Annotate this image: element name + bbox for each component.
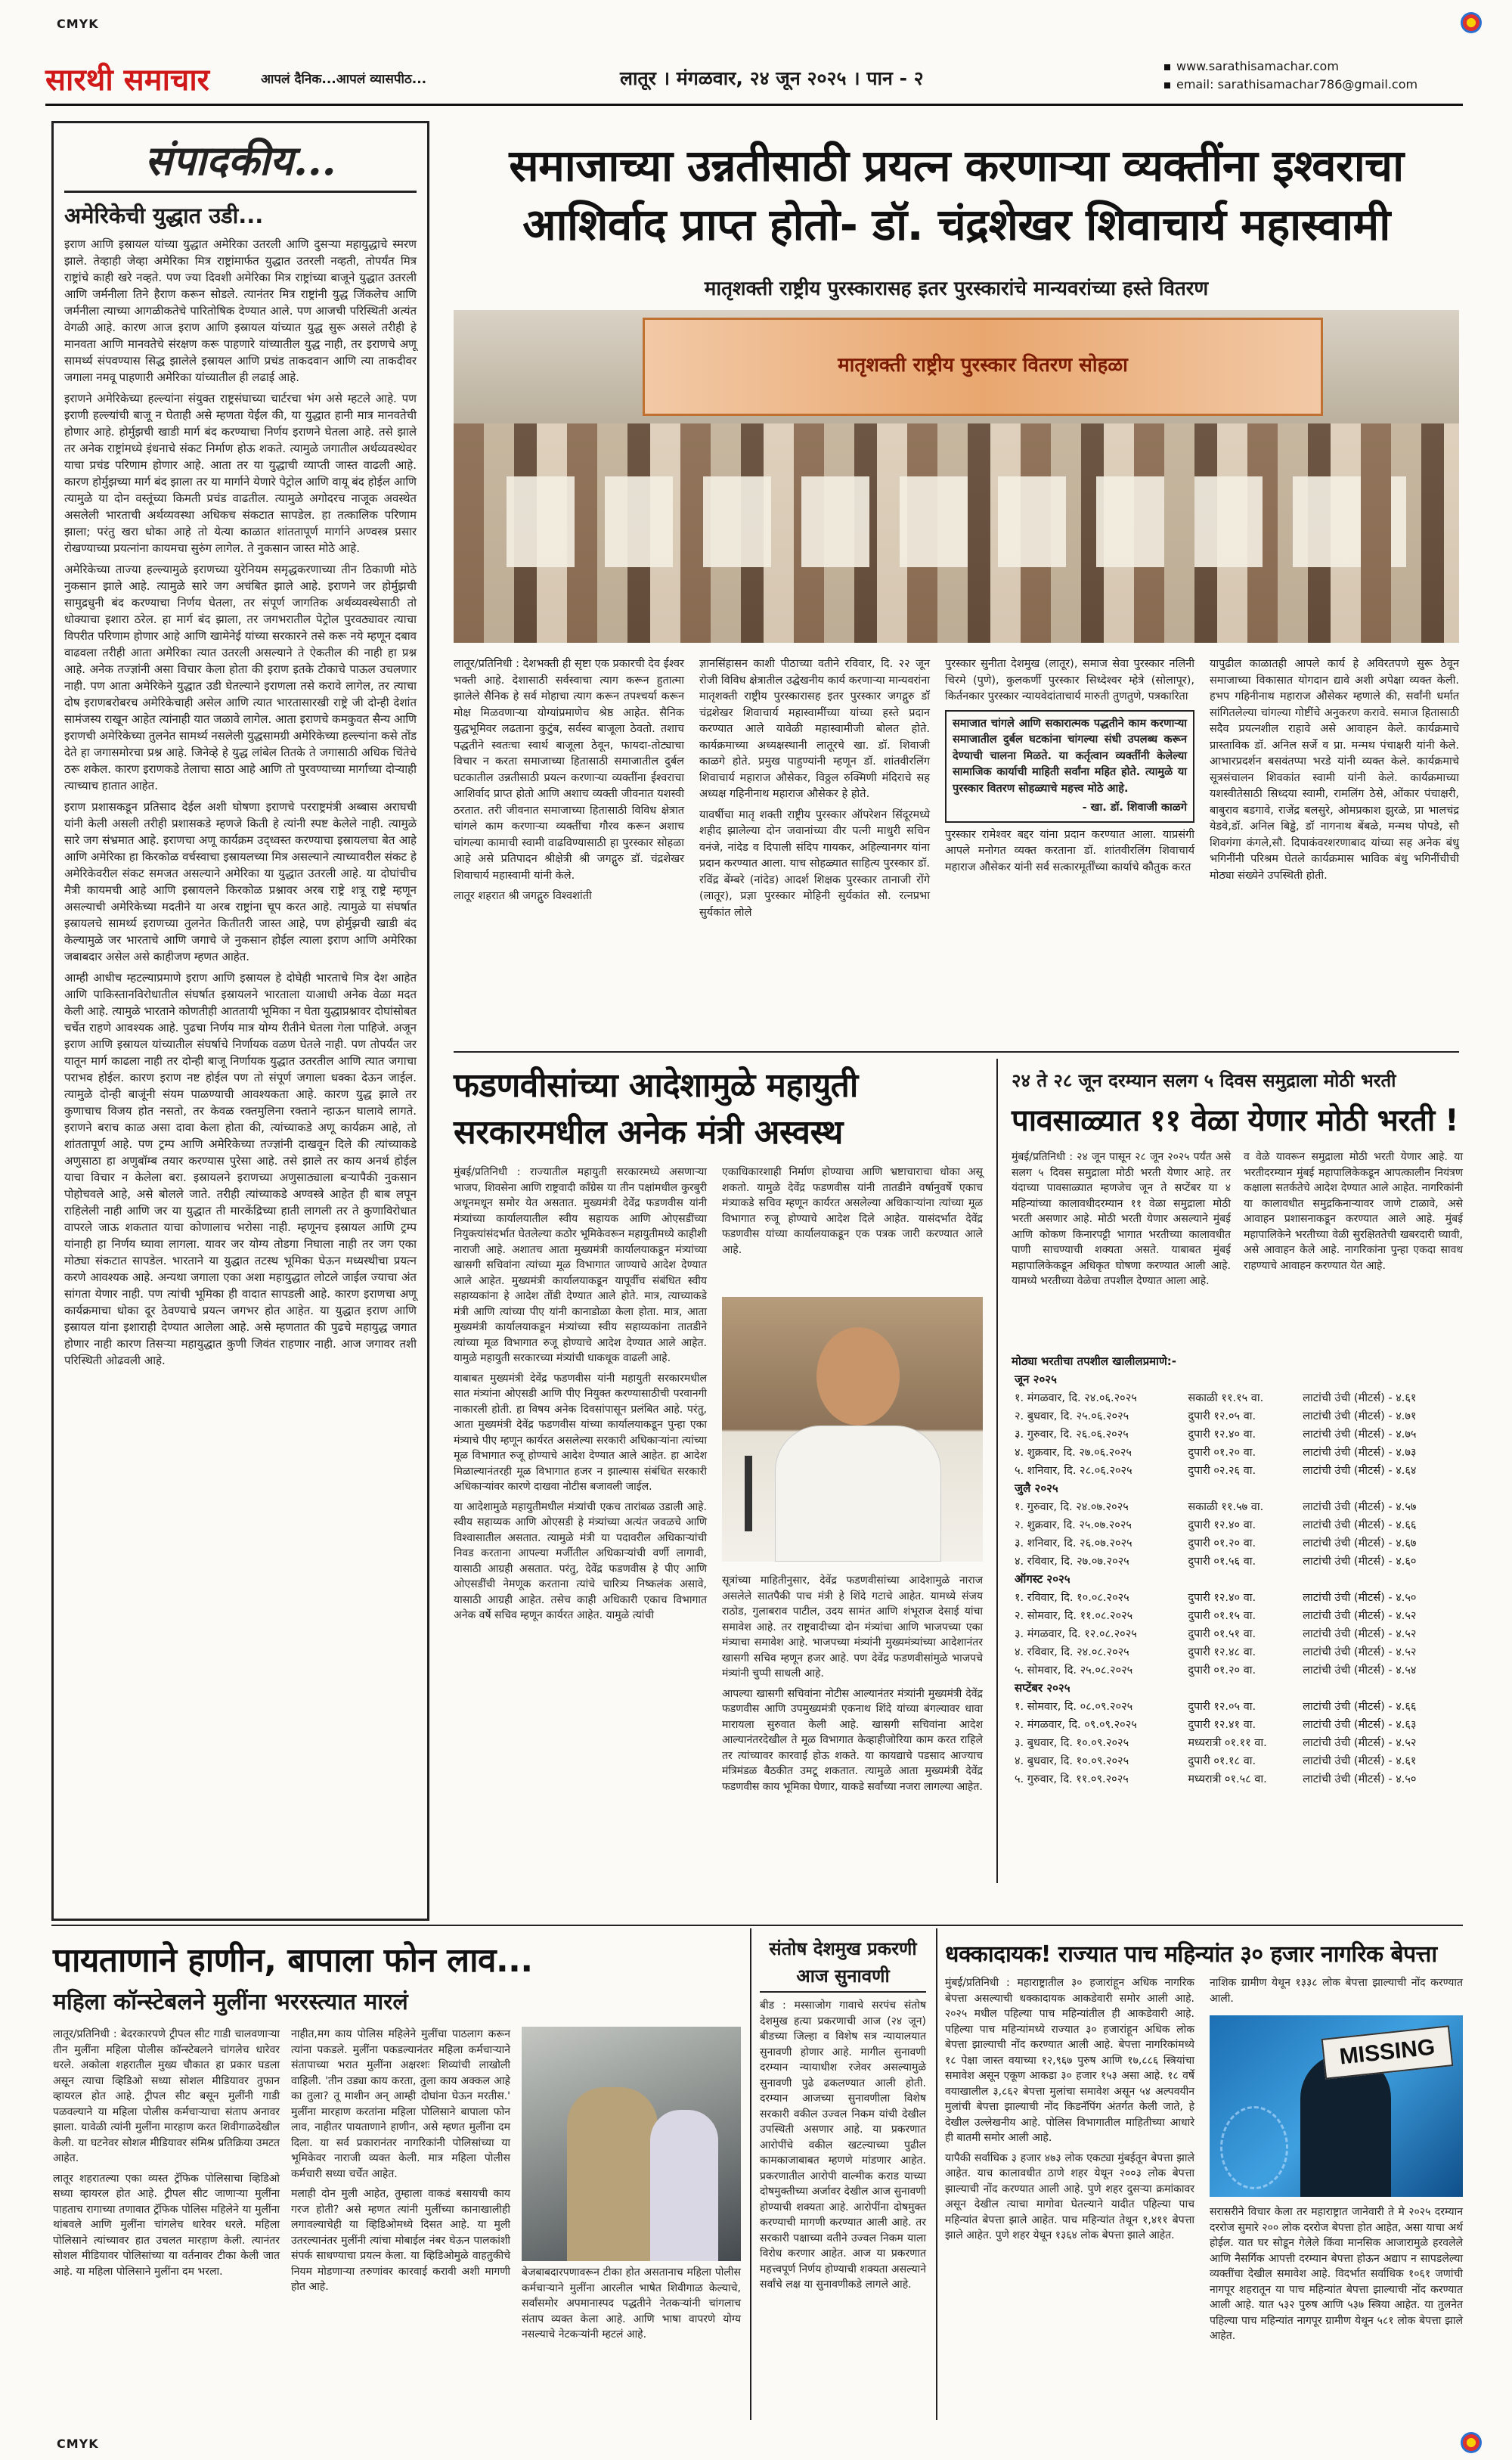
- missing-graphic: [1210, 2015, 1463, 2197]
- lead-col-1-text: लातूर/प्रतिनिधी : देशभक्ती ही सृष्टा एक प्रकारची देव ईश्वर भक्ती आहे. देशासाठी सर्वस्वाचा त्याग करून हुतात्मा झालेले सैनिक हे सर्व मोहाचा त्याग करून तपश्चर्या करून मोक्ष मिळवणाऱ्या योग्यांप्रमाणेच श्रेष्ठ आहेत. सैनिक युद्धभूमिवर लढताना कुटुंब, सर्वस्व बाजूला ठेवतो. तशाच पद्धतीने स्वतःचा स्वार्थ बाजूला ठेवून, फायदा-तोट्याचा विचार न करता समाजाच्या हितासाठी समाजातील दुर्बल घटकातील उन्नतीसाठी प्रयत्न करणाऱ्या व्यक्तींना ईश्वराचा आशिर्वाद प्राप्त होतो आणि अशाच व्यक्ती जीवनात यशस्वी ठरतात. तरी जीवनात समाजाच्या हितासाठी विविध क्षेत्रात चांगले काम करणाऱ्या व्यक्तींचा गौरव करून अशाच चांगल्या कामाची स्वामी वाढविण्यासाठी हा पुरस्कार सोहळा आहे असे प्रतिपादन श्रीक्षेत्री श्री जगद्गुरु डॉ. चंद्रशेखर शिवाचार्य महास्वामी यांनी केले.: [454, 658, 684, 882]
- award-ceremony-photo: [454, 310, 1459, 643]
- tide-date: २. शुक्रवार, दि. २५.०७.२०२५: [1015, 1519, 1132, 1531]
- divider-bottom-band: [51, 1925, 1463, 1926]
- tide-date: ४. रविवार, दि. २४.०८.२०२५: [1015, 1646, 1129, 1658]
- constable-figure: [567, 2087, 658, 2261]
- tide-height: लाटांची उंची (मीटर्स) - ४.६६: [1303, 1519, 1417, 1531]
- editorial-paragraph: इराणने अमेरिकेच्या हल्ल्यांना संयुक्त राष्ट्रसंघाच्या चार्टरचा भंग असे म्हटले आहे. पण इराणी हल्ल्यांची बाजू न घेताही असे म्हणता येईल की, या युद्धात हानी मात्र मानवतेची होणार आहे. होर्मुझची खाडी मार्ग बंद करण्याचा निर्णय इराणने घेतला आहे. तसे झाले तर अनेक राष्ट्रांमध्ये इंधनाचे संकट निर्माण होऊ शकते. त्यामुळे जगातील अर्थव्यवस्थेवर याचा प्रचंड परिणाम होणार आहे. आता तर या युद्धाची व्याप्ती जास्त वाढली आहे. कारण होर्मुझच्या मार्ग बंद झाला तर या मार्गाने येणारे पेट्रोल आणि वायू बंद होईल आणि त्यामुळे या दोन वस्तूंच्या किमती प्रचंड वाढतील. त्यामुळे अगोदरच नाजूक अवस्थेत असलेली भारताची अर्थव्यवस्था अधिकच संकटात सापडेल. हा तत्कालिक परिणाम झाला; परंतु खरा धोका आहे तो येत्या काळात शांततापूर्ण मार्गाने अण्वस्त्र प्रसार रोखण्याच्या प्रयत्नांना कायमचा सुरुंग लागेल. ते नुकसान जास्त मोठे आहे.: [64, 392, 417, 555]
- tide-time: दुपारी ०१.२० वा.: [1188, 1537, 1256, 1550]
- tide-row: [1012, 1733, 1461, 1751]
- tide-time: दुपारी ०१.५६ वा.: [1188, 1556, 1256, 1568]
- masthead: [45, 53, 1463, 106]
- web-icon: [1164, 64, 1170, 70]
- tide-date: १. गुरुवार, दि. २४.०७.२०२५: [1015, 1501, 1129, 1513]
- girl-figure: [650, 2110, 718, 2261]
- police-col-2: [291, 2027, 510, 2300]
- tide-row: [1012, 1751, 1461, 1770]
- lead-col-2: [699, 656, 930, 926]
- tide-row: [1012, 1770, 1461, 1788]
- tide-row: [1012, 1643, 1461, 1661]
- police-col-2-text-b: मलाही दोन मुली आहेत, तुम्हाला वाकडं बसायची काय गरज होती? असे म्हणत त्यांनी मुलींच्या कानाखालीही लगावल्याचेही या व्हिडिओमध्ये दिसत आहे. या मुली उतरल्यानंतर मुलींनी त्यांचा मोबाईल नंबर घेऊन पालकांशी संपर्क साधण्याचा प्रयत्न केला. या व्हिडिओमुळे वाहतुकीचे नियम मोडणाऱ्या तरुणांवर कारवाई करावी अशी मागणी होत आहे.: [291, 2188, 510, 2293]
- lead-col-1-tail: लातूर शहरात श्री जगद्गुरु विश्वशांती: [454, 890, 592, 902]
- tide-row: [1012, 1552, 1461, 1570]
- tide-schedule-table: [1012, 1370, 1461, 1788]
- lead-col-4-text: यापुढील काळातही आपले कार्य हे अविरतपणे सुरू ठेवून समाजाच्या विकासात योगदान द्यावे अशी अपेक्षा व्यक्त केली. हभप गहिनीनाथ महाराज औसेकर म्हणाले की, सर्वांनी धर्मात सांगितलेल्या चांगल्या गोष्टींचे अनुकरण करावे. समाज हितासाठी सदैव प्रयत्नशील राहावे असे आवाहन केले. कार्यक्रमाचे प्रास्ताविक डॉ. अनिल सर्जे व प्रा. मन्मथ पंचाक्षरी यांनी केले. आभारप्रदर्शन बसवंतप्पा भरडे यांनी व्यक्त केले. कार्यक्रमाचे सूत्रसंचालन शिवकांत स्वामी यांनी केले. कार्यक्रमाच्या यशस्वीतेसाठी सिध्दया स्वामी, रामलिंग ठेसे, ओंकार पंचाक्षरी, बाबुराव बडगावे, राजेंद्र बलसुरे, ओमप्रकाश झुरळे, प्रा भालचंद्र येडवे,डॉ. अनिल बिड्ढे, डॉ नागनाथ बेंबळे, मन्मथ पोपडे, सौ शिवगंगा कंगले,सौ. दिपाकंवरशरणाबाद यांच्या सह अनेक बंधु भगिनींनी परिश्रम घेतले कार्यक्रमास भाविक बंधु भगिनींचीची मोठ्या संख्येने उपस्थिती होती.: [1210, 658, 1459, 882]
- editorial-body: [64, 236, 417, 1369]
- fadnavis-col-2-top-text: एकाधिकारशाही निर्माण होण्याचा आणि भ्रष्टाचाराचा धोका असू शकतो. यामुळे देवेंद्र फडणवीस यांनी तातडीने वर्षानुवर्षे एकाच मंत्र्याकडे सचिव म्हणून कार्यरत असलेल्या अधिकाऱ्यांना त्यांच्या मूळ विभागात रुजू होण्याचे आदेश दिले आहेत. यासंदर्भात देवेंद्र फडणवीस यांच्या कार्यालयाकडून एक पत्रक जारी करण्यात आले आहे.: [722, 1166, 983, 1256]
- tide-height: लाटांची उंची (मीटर्स) - ४.५०: [1303, 1592, 1417, 1604]
- cmyk-mark-top: CMYK: [57, 17, 99, 31]
- tide-row: [1012, 1715, 1461, 1733]
- lead-quote-attribution: - खा. डॉ. शिवाजी काळगे: [1082, 802, 1187, 814]
- deshmukh-subheadline: आज सुनावणी: [760, 1963, 926, 1993]
- lead-quote-box: [945, 710, 1194, 823]
- editorial-paragraph: अमेरिकेच्या ताज्या हल्ल्यामुळे इराणच्या युरेनियम समृद्धकरणाच्या तीन ठिकाणी मोठे नुकसान झाले आहे. त्यामुळे सारे जग अचंबित झाले आहे. इराणने जर होर्मुझची सामुद्रधुनी बंद करण्याचा निर्णय घेतला, तर संपूर्ण जागतिक अर्थव्यवस्थेसाठी तो धोक्याचा इशारा ठरेल. हा मार्ग बंद झाला, तर जगभरातील पेट्रोल पुरवठ्यावर त्याचा विपरीत परिणाम होणार आहे आणि खामेनेई यांच्या सरकारने तसे करू नये म्हणून दबाव वाढवला तरीही आता अमेरिका त्यात उतरली असल्याने ते ऐकतील की नाही हा प्रश्न आहे. अनेक तज्ज्ञांनी असा विचार केला होता की इराण इतके टोकाचे पाऊल उचलणार नाही. पण आता अमेरिकेने युद्धात उडी घेतल्याने इराणला तसे करावे लागेल, तर त्याचा दोष इराणबरोबरच अमेरिकेचाही असेल आणि त्यात भारतासारखी राष्ट्रे जी दोन्ही देशांत सामंजस्य राखून आहेत त्यांनाही यात जळावे लागेल. आता इराणचे कमकुवत सैन्य आणि इराणची अमेरिकेच्या तुलनेत सामर्थ्य नसलेली युद्धसामग्री अमेरिकेच्या हल्ल्यांना कसे तोंड देते हा जगासमोरचा प्रश्न आहे. जिनेव्हे हे युद्ध लांबेल तितके ते जगासाठी अधिक चिंतेचे ठरू शकेल. कारण इराणकडे तेलाचा साठा आहे आणि तो पुरवण्याच्या मार्गाच्या दोऱ्याही त्याच्याच हातात आहेत.: [64, 563, 417, 793]
- tide-time: मध्यरात्री ०१.११ वा.: [1188, 1737, 1267, 1749]
- tide-time: दुपारी ०१.५१ वा.: [1188, 1628, 1256, 1640]
- editorial-headline: अमेरिकेची युद्धात उडी...: [64, 203, 264, 228]
- email-link[interactable]: email: sarathisamachar786@gmail.com: [1176, 77, 1418, 92]
- fadnavis-photo: [722, 1297, 983, 1562]
- tide-time: सकाळी ११.५७ वा.: [1188, 1501, 1264, 1513]
- tide-date: १. सोमवार, दि. ०८.०९.२०२५: [1015, 1701, 1133, 1713]
- tide-date: १. मंगळवार, दि. २४.०६.२०२५: [1015, 1392, 1137, 1404]
- police-photo: [522, 2027, 741, 2261]
- police-col-1-text-b: लातूर शहरातल्या एका व्यस्त ट्रॅफिक पोलिसाचा व्हिडिओ सध्या व्हायरल होत आहे. ट्रीपल सीट जाणाऱ्या मुलींना पाहताच रागाच्या तणावात ट्रॅफिक पोलिस महिलेने या मुलींना थांबवले आणि मुलींना चांगलेच धारेवर धरले. महिला पोलिसाने त्यांच्यावर हात उचलत मारहाण केली. त्यानंतर सोशल मीडियावर पोलिसांच्या या वर्तनावर टीका केली जात आहे. या महिला पोलिसाने मुलींना दम भरला.: [53, 2172, 280, 2278]
- fingerprint-icon: [1220, 2106, 1288, 2189]
- lead-headline-line2: आशिर्वाद प्राप्त होतो- डॉ. चंद्रशेखर शिवाचार्य महास्वामी: [522, 199, 1390, 250]
- tide-time: दुपारी ०१.१८ वा.: [1188, 1755, 1256, 1767]
- tide-schedule: [1012, 1354, 1461, 1788]
- tide-row: [1012, 1443, 1461, 1461]
- tide-height: लाटांची उंची (मीटर्स) - ४.७१: [1303, 1410, 1417, 1422]
- rain-headline: पावसाळ्यात ११ वेळा येणार मोठी भरती !: [1012, 1103, 1458, 1138]
- deshmukh-body: [760, 1998, 926, 2297]
- deshmukh-headline: संतोष देशमुख प्रकरणी: [769, 1938, 917, 1959]
- tide-month-label: जुलै २०२५: [1015, 1481, 1058, 1495]
- registration-mark-top: [1461, 12, 1482, 33]
- tide-row: [1012, 1697, 1461, 1715]
- tide-height: लाटांची उंची (मीटर्स) - ४.६३: [1303, 1719, 1417, 1731]
- missing-col-2-top: [1210, 1975, 1463, 2011]
- tide-date: ४. रविवार, दि. २७.०७.२०२५: [1015, 1556, 1129, 1568]
- deshmukh-body-text: बीड : मस्साजोग गावाचे सरपंच संतोष देशमुख हत्या प्रकरणाची आज (२४ जून) बीडच्या जिल्हा व विशेष सत्र न्यायालयात सुनावणी होणार आहे. मागील सुनावणी दरम्यान न्यायाधीश रजेवर असल्यामुळे सुनावणी पुढे ढकलण्यात आली होती. दरम्यान आजच्या सुनावणीला विशेष सरकारी वकील उज्वल निकम यांची देखील उपस्थिती असणार आहे. या प्रकरणात आरोपींचे वकील खटल्याच्या पुढील कामकाजाबाबत म्हणणे मांडणार आहेत. प्रकरणातील आरोपी वाल्मीक कराड याच्या दोषमुक्तीच्या अर्जावर देखील आज सुनावणी होण्याची शक्यता आहे. आरोपींना दोषमुक्त करण्याची मागणी करण्यात आली आहे. तर सरकारी पक्षाच्या वतीने उज्वल निकम याला विरोध करणार आहेत. आज या प्रकरणात महत्त्वपूर्ण निर्णय होण्याची शक्यता असल्याने सर्वांचे लक्ष या सुनावणीकडे लागले आहे.: [760, 1999, 926, 2291]
- tide-height: लाटांची उंची (मीटर्स) - ४.६१: [1303, 1755, 1417, 1767]
- registration-mark-bottom: [1461, 2432, 1482, 2453]
- masthead-name: सारथी समाचार: [45, 63, 210, 98]
- missing-col-1: [945, 1975, 1194, 2248]
- tide-date: ४. शुक्रवार, दि. २७.०६.२०२५: [1015, 1447, 1132, 1459]
- tide-row: [1012, 1388, 1461, 1407]
- framed-certificates: [507, 476, 1406, 567]
- editorial-box: [51, 121, 429, 1921]
- divider-lead-bottom: [454, 1051, 1459, 1053]
- police-headline: पायताणाने हाणीन, बापाला फोन लाव...: [53, 1941, 533, 1980]
- tide-time: दुपारी ०१.१५ वा.: [1188, 1610, 1256, 1622]
- tide-date: १. रविवार, दि. १०.०८.२०२५: [1015, 1592, 1129, 1604]
- tide-date: २. सोमवार, दि. ११.०८.२०२५: [1015, 1610, 1133, 1622]
- tide-height: लाटांची उंची (मीटर्स) - ४.६७: [1303, 1537, 1417, 1550]
- tide-time: दुपारी १२.४० वा.: [1188, 1592, 1256, 1604]
- tide-date: ३. मंगळवार, दि. १२.०८.२०२५: [1015, 1628, 1137, 1640]
- microphone: [745, 1456, 752, 1531]
- missing-sign-board: [1321, 2025, 1454, 2079]
- editorial-paragraph: आम्ही आधीच म्हटल्याप्रमाणे इराण आणि इस्रायल हे दोघेही भारताचे मित्र देश आहेत आणि पाकिस्तानविरोधातील संघर्षात इस्रायलने भारताला याआधी अनेक वेळा मदत केली आहे. त्यामुळे भारताने कोणतीही आततायी भूमिका न घेता युद्धाप्रश्नावर दोघांसोबत चर्चेत राहणे आवश्यक आहे. पुढचा निर्णय मात्र योग्य रीतीने घेतला गेला पाहिजे. अजून इराण आणि इस्रायल यांच्यातील संघर्षाचे निर्णायक वळण घेतले नाही. पण तोपर्यंत जर यातून मार्ग काढला नाही तर दोन्ही बाजू निर्णायक युद्धात उतरतील आणि त्यात जगाचा पराभव होईल. कारण इराण नष्ट होईल पण तो संपूर्ण जगाला धक्का देऊन जाईल. त्यामुळे दोन्ही बाजूंनी संयम पाळण्याची आवश्यकता आहे. कारण युद्ध झाले तर कुणाचाच विजय होत नसतो, तर केवळ रक्तमुलिना रक्ताने न्हाऊन घालावे लागते. इराणने बराच काळ असा दावा केला होता की, त्यांच्याकडे अणू कार्यक्रम आहे, तो शांततापूर्ण आहे. पण ट्रम्प आणि अमेरिकेच्या तज्ज्ञांनी दाखवून दिले की त्यांच्याकडे अणुसाठा हा अणुबॉम्ब तयार करण्यास पुरेसा आहे. तसे झाले तर काय अनर्थ होईल याचा विचार न केलेला बरा. इस्रायलने इराणच्या अणुसाठ्याला बऱ्यापैकी नुकसान पोहोचवले आहे, असे बोलले जाते. तरीही त्यांच्याकडे अण्वस्त्रे आहेत ही बाब लपून राहिलेली नाही आणि जर या युद्धात ती मारकेंद्रिच्या हाती लागली तर ते कुणाविरोधात वापरले जाऊ शकतात याचा कोणालाच भरोसा नाही. म्हणूनच इस्रायल आणि ट्रम्प यांनाही हा निर्णय घ्यावा लागला. यावर जर योग्य तोडगा निघाला नाही तर जग एका मोठ्या संकटात सापडेल. भारताने या युद्धात तटस्थ भूमिका घेऊन मध्यस्थीचा प्रयत्न करणे आवश्यक आहे. अन्यथा जगाला एका अशा महायुद्धात लोटले जाईल ज्याचा अंत सांगता येणार नाही. पण त्यांची भूमिका ही वादात सापडली आहे. कारण इराणचा अणू कार्यक्रमाचा धोका दूर ठेवण्याचे प्रयत्न जगभर होत आहेत. या युद्धात इराण आणि इस्रायल यांना इशाराही देण्यात आलेला आहे. असे म्हणतात की पुढचे महायुद्ध जगात होणार नाही कारण तिसऱ्या महायुद्धात कुणी जिवंत राहणार नाही. आज जगावर तशी परिस्थिती ओढवली आहे.: [64, 971, 417, 1367]
- missing-sign-text: MISSING: [1338, 2034, 1436, 2070]
- tide-date: ५. गुरुवार, दि. ११.०९.२०२५: [1015, 1773, 1129, 1785]
- tide-time: दुपारी १२.०५ वा.: [1188, 1701, 1256, 1713]
- missing-col-2-top-text: नाशिक ग्रामीण येथून १३३८ लोक बेपत्ता झाल्याची नोंद करण्यात आली.: [1210, 1977, 1463, 2005]
- portrait-head: [816, 1327, 900, 1425]
- tide-row: [1012, 1588, 1461, 1606]
- fadnavis-col-1-text-b: याबाबत मुख्यमंत्री देवेंद्र फडणवीस यांनी महायुती सरकारमधील सात मंत्र्यांना ओएसडी आणि पीए नियुक्त करण्यासाठीची परवानगी नाकारली होती. हा विषय अनेक दिवसांपासून प्रलंबित आहे. परंतु, आता मुख्यमंत्री देवेंद्र फडणवीस यांच्या कार्यालयाकडून पुन्हा एका मंत्र्याचे पीए म्हणून कार्यरत असलेल्या सरकारी अधिकाऱ्यांना त्यांच्या मूळ विभागात रुजू होण्याचे आदेश देण्यात आले आहेत. हा आदेश मिळाल्यानंतरही मूळ विभागात हजर न झाल्यास संबंधित सरकारी अधिकाऱ्यांवर कारणे दाखवा नोटीस बजावली जाईल.: [454, 1372, 707, 1493]
- lead-col-3-text: पुरस्कार सुनीता देशमुख (लातूर), समाज सेवा पुरस्कार नलिनी चिरमे (पुणे), कुलकर्णी पुरस्कार सिध्देश्वर म्हेत्रे (सोलापूर), किर्तनकार पुरस्कार न्यायवेदांताचार्य मारुती तुणतुणे, पत्रकारिता: [945, 658, 1194, 703]
- divider-missing-left: [936, 1928, 937, 2420]
- tide-month-row: [1012, 1570, 1461, 1588]
- fadnavis-col-2-bottom-text: सूत्रांच्या माहितीनुसार, देवेंद्र फडणवीसांच्या आदेशामुळे नाराज असलेले सातपैकी पाच मंत्री हे शिंदे गटाचे आहेत. यामध्ये संजय राठोड, गुलाबराव पाटील, उदय सामंत आणि शंभूराज देसाई यांचा समावेश आहे. तर राष्ट्रवादीच्या दोन मंत्र्यांचा आणि भाजपच्या एका मंत्र्याचा समावेश आहे. भाजपच्या मंत्र्यांनी मुख्यमंत्र्यांच्या आदेशानंतर खासगी सचिव म्हणून हजर आहे. पण देवेंद्र फडणवीसांमुळे भाजपचे मंत्र्यांनी चुप्पी साधली आहे.: [722, 1574, 983, 1680]
- tide-time: दुपारी १२.०५ वा.: [1188, 1410, 1256, 1422]
- lead-col-3: [945, 656, 1194, 880]
- missing-col-2: [1210, 2204, 1463, 2349]
- tide-row: [1012, 1407, 1461, 1425]
- tide-height: लाटांची उंची (मीटर्स) - ४.५२: [1303, 1628, 1417, 1640]
- tide-row: [1012, 1661, 1461, 1679]
- fadnavis-col-1: [454, 1165, 707, 1628]
- lead-col-2-text: ज्ञानसिंहासन काशी पीठाच्या वतीने रविवार, दि. २२ जून रोजी विविध क्षेत्रातील उद्घेखनीय कार्य करणाऱ्या मान्यवरांना मातृशक्ती राष्ट्रीय पुरस्कारासह इतर पुरस्कार जगद्गुरु डॉ चंद्रशेखर शिवाचार्य महास्वामींच्या यांच्या हस्ते प्रदान करण्यात आले यावेळी महास्वामीजी बोलत होते. कार्यक्रमाच्या अध्यक्षस्थानी लातूरचे खा. डॉ. शिवाजी काळगे होते. प्रमुख पाहुण्यांनी म्हणून डॉ. शांतवीरलिंग शिवाचार्य महाराज औसेकर, विठ्ठल रुक्मिणी मंदिराचे सह अध्यक्ष गहिनीनाथ महाराज औसेकर हे होते.: [699, 658, 930, 800]
- tide-date: ५. सोमवार, दि. २५.०८.२०२५: [1015, 1664, 1133, 1677]
- rain-intro: [1012, 1149, 1231, 1294]
- police-col-2-text: नाहीत,मग काय पोलिस महिलेने मुलींचा पाठलाग करून त्यांना पकडले. मुलींना पकडल्यानंतर महिला कर्मचाऱ्याने संतापाच्या भरात मुलींना अक्षरशः शिव्यांची लाखोली वाहिली. 'तीन उड्या काय करता, तुला काय अक्कल आहे का तुला? तू माशीन अन् आम्ही दोघांना घेऊन मरतीस.' मुलींना मारहाण करतांना महिला पोलिसाने बापाला फोन लाव, नाहीतर पायताणाने हाणीन, असे म्हणत मुलींना दम दिला. या सर्व प्रकारानंतर नागरिकांनी पोलिसांच्या या भूमिकेवर नाराजी व्यक्त केली. मात्र महिला पोलीस कर्मचारी सध्या चर्चेत आहेत.: [291, 2028, 510, 2180]
- email-icon: [1164, 82, 1170, 88]
- tide-time: दुपारी १२.४८ वा.: [1188, 1646, 1256, 1658]
- tide-date: २. मंगळवार, दि. ०९.०९.२०२५: [1015, 1719, 1137, 1731]
- tide-date: ५. शनिवार, दि. २८.०६.२०२५: [1015, 1465, 1132, 1477]
- tide-time: दुपारी १२.४१ वा.: [1188, 1719, 1256, 1731]
- tide-time: दुपारी १२.४० वा.: [1188, 1429, 1256, 1441]
- tide-month-label: ऑगस्ट २०२५: [1015, 1572, 1070, 1586]
- tide-month-row: [1012, 1370, 1461, 1388]
- missing-col-1-text-b: यापैकी सर्वाधिक ३ हजार ४७३ लोक एकट्या मुंबईतून बेपत्ता झाले आहेत. याच कालावधीत ठाणे शहर येथून २००३ लोक बेपत्ता झाल्याची नोंद करण्यात आली आहे. पुणे शहर दुसऱ्या क्रमांकावर असून देखील त्याचा मागोवा घेतल्याने यादीत पहिल्या पाच महिन्यांत बेपत्ता झाले आहेत. पाच महिन्यांत तेथून १,४११ बेपत्ता झाले आहेत. पुणे शहर येथून १३६४ लोक बेपत्ता झाले आहेत.: [945, 2151, 1194, 2241]
- tide-height: लाटांची उंची (मीटर्स) - ४.५७: [1303, 1501, 1417, 1513]
- lead-col-3-tail: पुरस्कार रामेश्वर बद्दर यांना प्रदान करण्यात आला. याप्रसंगी आपले मनोगत व्यक्त करताना डॉ. शांतवीरलिंग शिवाचार्य महाराज औसेकर यांनी सर्व सत्कारमूर्तींच्या कार्याचे कौतुक करत: [945, 828, 1194, 873]
- tide-time: मध्यरात्री ०१.५८ वा.: [1188, 1773, 1267, 1785]
- tide-time: दुपारी ०१.२० वा.: [1188, 1664, 1256, 1677]
- tide-month-label: जून २०२५: [1015, 1373, 1057, 1386]
- backdrop-banner-text: मातृशक्ती राष्ट्रीय पुरस्कार वितरण सोहळा: [838, 354, 1128, 377]
- tide-height: लाटांची उंची (मीटर्स) - ४.७५: [1303, 1429, 1417, 1441]
- divider-rain-left: [996, 1059, 998, 1883]
- tide-height: लाटांची उंची (मीटर्स) - ४.६६: [1303, 1701, 1417, 1713]
- tide-height: लाटांची उंची (मीटर्स) - ४.६४: [1303, 1465, 1417, 1477]
- tide-time: दुपारी १२.४० वा.: [1188, 1519, 1256, 1531]
- tide-height: लाटांची उंची (मीटर्स) - ४.५०: [1303, 1773, 1417, 1785]
- masthead-tagline: आपलं दैनिक...आपलं व्यासपीठ...: [261, 72, 427, 87]
- tide-month-label: सप्टेंबर २०२५: [1015, 1681, 1070, 1695]
- tide-height: लाटांची उंची (मीटर्स) - ४.६०: [1303, 1556, 1417, 1568]
- tide-time: सकाळी ११.१५ वा.: [1188, 1392, 1264, 1404]
- rain-intro-text: मुंबई/प्रतिनिधी : २४ जून पासून २८ जून २०२५ पर्यंत असे सलग ५ दिवस समुद्राला मोठी भरती येणार आहे. तर यंदाच्या पावसाळ्यात म्हणजेच जून ते सप्टेंबर या ४ महिन्यांच्या कालावधीदरम्यान ११ वेळा समुद्राला मोठी भरती असणार आहे. मोठी भरती येणार असल्याने मुंबई आणि कोकण किनारपट्टी भागात भरतीच्या कालावधीत पाणी साचण्याची शक्यता असते. याबाबत मुंबई महापालिकेकडून अधिकृत घोषणा करण्यात आली आहे. यामध्ये भरतीच्या वेळेचा तपशील देण्यात आला आहे.: [1012, 1151, 1231, 1287]
- tide-row: [1012, 1497, 1461, 1515]
- tide-month-row: [1012, 1679, 1461, 1697]
- tide-schedule-title: मोठ्या भरतीचा तपशील खालीलप्रमाणे:-: [1012, 1354, 1177, 1368]
- tide-date: ३. शनिवार, दि. २६.०७.२०२५: [1015, 1537, 1132, 1550]
- tide-height: लाटांची उंची (मीटर्स) - ४.५४: [1303, 1664, 1417, 1677]
- police-photo-caption-text: बेजबाबदारपणावरून टीका होत असतानाच महिला पोलीस कर्मचाऱ्याने मुलींना आरलील भाषेत शिवीगाळ केल्याचे, सर्वांसमोर अपमानास्पद पद्धतीने नेतकऱ्यांनी चांगलाच संताप व्यक्त केला आहे. आणि भाषा वापरणे योग्य नसल्याचे नेटकऱ्यांनी म्हटलं आहे.: [522, 2266, 741, 2341]
- website-link[interactable]: www.sarathisamachar.com: [1176, 59, 1339, 73]
- lead-col-4: [1210, 656, 1459, 889]
- tide-row: [1012, 1515, 1461, 1534]
- tide-month-row: [1012, 1479, 1461, 1497]
- fadnavis-col-1-text: मुंबई/प्रतिनिधी : राज्यातील महायुती सरकारमध्ये असणाऱ्या भाजप, शिवसेना आणि राष्ट्रवादी काँग्रेस या तीन पक्षांमधील कुरबुरी अधूनमधून समोर येत असतात. मुख्यमंत्री देवेंद्र फडणवीस यांनी मंत्र्यांच्या कार्यालयातील स्वीय सहायक आणि ओएसडींच्या नियुक्त्यांसंदर्भात घेतलेल्या कठोर भूमिकेवरून महायुतीमध्ये काहीशी नाराजी आहे. अशातच आता मुख्यमंत्री कार्यालयाकडून मंत्र्यांच्या खासगी सचिवांना त्यांच्या मूळ विभागात जाण्याचे आदेश देण्यात आले आहेत. मुख्यमंत्री कार्यालयाकडून यापूर्वीच संबंधित स्वीय सहाय्यकांना हे आदेश तोंडी देण्यात आले होते. मात्र, त्याच्याकडे मंत्री आणि त्यांच्या पीए यांनी कानाडोळा केला होता. मात्र, आता मुख्यमंत्री कार्यालयाकडून मंत्र्यांच्या स्वीय सहाय्यकांना तातडीने त्यांच्या मूळ विभागात रुजू होण्याचे आदेश देण्यात आले आहेत. यामुळे महायुती सरकारच्या मंत्र्यांची धाकधूक वाढली आहे.: [454, 1166, 707, 1364]
- police-col-1-text: लातूर/प्रतिनिधी : बेदरकारपणे ट्रीपल सीट गाडी चालवणाऱ्या तीन मुलींना महिला पोलीस कॉन्स्टेबलने चांगलेच धारेवर धरले. अकोला शहरातील मुख्य चौकात हा प्रकार घडला असून त्याचा व्हिडिओ सध्या सोशल मीडियावर तुफान व्हायरल होत आहे. ट्रीपल सीट बसून मुलींनी गाडी पळवल्याने या महिला पोलीस कर्मचाऱ्याचा संताप अनावर झाला. यावेळी त्यांनी मुलींना मारहाण करत शिवीगाळदेखील केली. या घटनेवर सोशल मीडियावर संमिश्र प्रतिक्रिया उमटत आहेत.: [53, 2028, 280, 2164]
- missing-col-1-text: मुंबई/प्रतिनिधी : महाराष्ट्रातील ३० हजारांहून अधिक नागरिक बेपत्ता असल्याची धक्कादायक आकडेवारी समोर आली आहे. २०२५ मधील पहिल्या पाच महिन्यांतील ही आकडेवारी आहे. पहिल्या पाच महिन्यांमध्ये राज्यात ३० हजारांहून अधिक लोक बेपत्ता झाल्याची नोंद करण्यात आली आहे. बेपत्ता नागरिकांमध्ये १८ पेक्षा जास्त वयाच्या १२,९६७ पुरुष आणि १७,८८६ स्त्रियांचा समावेश असून एकूण आकडा ३० हजार १५३ असा आहे. १८ वर्षे वयाखालील ३,८६२ बेपत्ता मुलांचा समावेश असून ५४ अल्पवयीन मुलांची बेपत्ता झाल्याची नोंद किडनॅपिंग अंतर्गत केली जाते, हे देखील उल्लेखनीय आहे. पोलिस विभागातील माहितीच्या आधारे ही बातमी समोर आली आहे.: [945, 1977, 1194, 2144]
- fadnavis-headline-line1: फडणवीसांच्या आदेशामुळे महायुती: [454, 1066, 858, 1105]
- tide-time: दुपारी ०१.२० वा.: [1188, 1447, 1256, 1459]
- lead-subheadline: मातृशक्ती राष्ट्रीय पुरस्कारासह इतर पुरस्कारांचे मान्यवरांच्या हस्ते वितरण: [704, 278, 1209, 300]
- fadnavis-headline-line2: सरकारमधील अनेक मंत्री अस्वस्थ: [454, 1113, 843, 1152]
- tide-row: [1012, 1534, 1461, 1552]
- masthead-dateline: लातूर । मंगळवार, २४ जून २०२५ । पान - २: [620, 67, 924, 89]
- police-photo-caption: [522, 2265, 741, 2347]
- tide-height: लाटांची उंची (मीटर्स) - ४.५२: [1303, 1737, 1417, 1749]
- divider-deshmukh-left: [750, 1928, 751, 2420]
- police-subheadline: महिला कॉन्स्टेबलने मुलींना भररस्त्यात मारलं: [53, 1989, 408, 2015]
- cmyk-mark-bottom: CMYK: [57, 2437, 99, 2451]
- fadnavis-col-1-text-c: या आदेशामुळे महायुतीमधील मंत्र्यांची एकच तारांबळ उडाली आहे. स्वीय सहाय्यक आणि ओएसडी हे मंत्र्यांच्या अत्यंत जवळचे आणि विश्वासातील असतात. त्यामुळे मंत्री या पदावरील अधिकाऱ्यांची निवड करताना आपल्या मर्जीतील अधिकाऱ्यांची वर्णी लागावी, यासाठी आग्रही असतात. परंतु, देवेंद्र फडणवीस हे पीए आणि ओएसडींची नेमणूक करताना त्यांचे चारित्र्य निष्कलंक असावे, यासाठी आग्रही आहेत. तसेच काही अधिकारी एकाच विभागात अनेक वर्षे सचिव म्हणून कार्यरत आहेत. यामुळे त्यांची: [454, 1500, 707, 1621]
- stage-backdrop: [643, 318, 1323, 416]
- portrait-body: [775, 1425, 941, 1562]
- rain-intro-right: [1244, 1149, 1463, 1278]
- editorial-banner: संपादकीय...: [64, 131, 417, 193]
- lead-col-2-text-b: यावर्षीचा मातृ शक्ती राष्ट्रीय पुरस्कार ऑपरेशन सिंदूरमध्ये शहीद झालेल्या दोन जवानांच्या वीर पत्नी माधुरी सचिन वनंजे, नांदेड व दिपाली संदिप गायकर, अहिल्यानगर यांना प्रदान करण्यात आला. याच सोहळ्यात साहित्य पुरस्कार डॉ. रविंद्र बेंम्बरे (नांदेड) आदर्श शिक्षक पुरस्कार तानाजी रोंगे (लातूर), प्रज्ञा पुरस्कार मोहिनी सुर्यकांत सौ. रत्नप्रभा सुर्यकांत लोले: [699, 808, 930, 919]
- lead-headline: [454, 136, 1459, 254]
- lead-quote-text: समाजात चांगले आणि सकारात्मक पद्धतीने काम करणाऱ्या समाजातील दुर्बल घटकांना चांगल्या संधी उपलब्ध करून देण्याची चालना मिळते. या कर्तृत्वान व्यक्तींनी केलेल्या सामाजिक कार्याची माहिती सर्वांना महित होते. त्यामुळे या पुरस्कार वितरण सोहळ्याचे महत्त्व मोठे आहे.: [953, 717, 1187, 795]
- fadnavis-col-2-top: [722, 1165, 983, 1262]
- lead-headline-line1: समाजाच्या उन्नतीसाठी प्रयत्न करणाऱ्या व्यक्तींना इश्वराचा: [509, 140, 1404, 191]
- tide-row: [1012, 1624, 1461, 1643]
- missing-headline: धक्कादायक! राज्यात पाच महिन्यांत ३० हजार नागरिक बेपत्ता: [945, 1941, 1437, 1968]
- tide-time: दुपारी ०२.२६ वा.: [1188, 1465, 1256, 1477]
- tide-date: २. बुधवार, दि. २५.०६.२०२५: [1015, 1410, 1129, 1422]
- rain-intro-right-text: व वेळे यावरून समुद्राला मोठी भरती येणार आहे. या भरतीदरम्यान मुंबई महापालिकेकडून आपत्कालीन नियंत्रण कक्षाला सतर्कतेचे आदेश देण्यात आले आहेत. नागरिकांनी या कालावधीत समुद्रकिनाऱ्यावर जाणे टाळावे, असे आवाहन प्रशासनाकडून करण्यात आले आहे. मुंबई महापालिकेने भरतीच्या वेळी सुरक्षिततेची खबरदारी घ्यावी, असे आवाहन केले आहे. नागरिकांना पुन्हा एकदा सावध राहण्याचे आवाहन करण्यात येत आहे.: [1244, 1151, 1463, 1272]
- missing-col-2-text: सरासरीने विचार केला तर महाराष्ट्रात जानेवारी ते मे २०२५ दरम्यान दररोज सुमारे २०० लोक दररोज बेपत्ता होत आहेत, असा याचा अर्थ होईल. यात घर सोडून गेलेले किंवा मानसिक आजारामुळे हरवलेले आणि नैसर्गिक आपत्ती दरम्यान बेपत्ता होऊन अद्याप न सापडलेल्या व्यक्तींचा देखील समावेश आहे. विदर्भात सर्वाधिक १०६१ जणांची नागपूर शहरातून या पाच महिन्यांत बेपत्ता झाल्याची नोंद करण्यात आली आहे. यात ५३२ पुरुष आणि ५३७ स्त्रिया आहेत. या तुलनेत पहिल्या पाच महिन्यांत नागपूर ग्रामीण येथून ५८१ लोक बेपत्ता झाले आहेत.: [1210, 2206, 1463, 2342]
- tide-row: [1012, 1606, 1461, 1624]
- masthead-contact: [1164, 57, 1418, 94]
- tide-date: ३. गुरुवार, दि. २६.०६.२०२५: [1015, 1429, 1129, 1441]
- editorial-paragraph: इराण आणि इस्रायल यांच्या युद्धात अमेरिका उतरली आणि दुसऱ्या महायुद्धाचे स्मरण झाले. तेव्हाही जेव्हा अमेरिका मित्र राष्ट्रांमार्फत युद्धात उतरली नव्हती, तोपर्यंत मित्र राष्ट्रांचे काही खरे नव्हते. पण ज्या दिवशी अमेरिका मित्र राष्ट्रांच्या बाजूने युद्धात उतरली आणि जर्मनीला तिने हैराण करून सोडले. त्यानंतर मित्र राष्ट्रांनी युद्ध जिंकलेच आणि जर्मनीला त्याच्या आगळीकतेचे पारितोषिक देण्यात आले. पण आजची परिस्थिती अत्यंत वेगळी आहे. कारण आज इराण आणि इस्रायल यांच्यात युद्ध सुरू असले तरीही हे मानवता आणि मानवतेचे संरक्षण करू पाहणारे यांच्यातील युद्ध नाही, तर इराणचे अणू सामर्थ्य संपवण्यास सिद्ध झालेले इस्रायल आणि प्रचंड ताकदवान आणि त्या ताकदीवर जगाला नमवू पाहणारी अमेरिका यांच्यातील ही लढाई आहे.: [64, 237, 417, 384]
- tide-date: ४. बुधवार, दि. १०.०९.२०२५: [1015, 1755, 1129, 1767]
- tide-row: [1012, 1425, 1461, 1443]
- editorial-paragraph: इराण प्रशासकडून प्रतिसाद देईल अशी घोषणा इराणचे परराष्ट्रमंत्री अब्बास अराघची यांनी केली असली तरीही प्रशासकडे म्हणजे किती हे त्यांनी स्पष्ट केलेले नाही. त्यामुळे सारे जग संभ्रमात आहे. इराणचा अणू कार्यक्रम उद्ध्वस्त करण्याचा इस्रायलचा बेत आहे आणि अमेरिका हा किरकोळ वर्चस्वाचा इस्रायलच्या मित्र असल्याने त्याच्यावरील संकट हे अमेरिकेवरील संकट समजत असल्याने अमेरिका या युद्धात उतरली आहे. या दोघांचीच मैत्री कायमची आहे आणि इस्रायलने किरकोळ प्रश्नावर अरब राष्ट्रे शत्रू राष्ट्रे म्हणून असल्याची अमेरिकेच्या मदतीने या अरब राष्ट्रांना चूप करत आहे. त्यामुळे या संघर्षात इस्रायलचे सामर्थ्य इराणच्या तुलनेत कितीतरी जास्त आहे, पण होर्मुझची खाडी बंद केल्यामुळे जर भारताचे आणि जगाचे जे नुकसान होईल त्याला इराण आणि अमेरिका जबाबदार असेल असे काहीजण म्हणत आहेत.: [64, 800, 417, 963]
- police-col-1: [53, 2027, 280, 2284]
- tide-height: लाटांची उंची (मीटर्स) - ४.५२: [1303, 1646, 1417, 1658]
- tide-date: ३. बुधवार, दि. १०.०९.२०२५: [1015, 1737, 1129, 1749]
- tide-height: लाटांची उंची (मीटर्स) - ४.५२: [1303, 1610, 1417, 1622]
- lead-col-1: [454, 656, 684, 910]
- fadnavis-headline: [454, 1062, 983, 1156]
- rain-kicker: २४ ते २८ जून दरम्यान सलग ५ दिवस समुद्राला मोठी भरती: [1012, 1070, 1396, 1091]
- tide-height: लाटांची उंची (मीटर्स) - ४.६१: [1303, 1392, 1417, 1404]
- tide-row: [1012, 1461, 1461, 1479]
- tide-height: लाटांची उंची (मीटर्स) - ४.७३: [1303, 1447, 1417, 1459]
- fadnavis-col-2-bottom: [722, 1573, 983, 1799]
- fadnavis-col-2-bottom-text-c: आपल्या खासगी सचिवांना नोटीस आल्यानंतर मंत्र्यांनी मुख्यमंत्री देवेंद्र फडणवीस आणि उपमुख्यमंत्री एकनाथ शिंदे यांच्या बंगल्यावर धावा मारायला सुरुवात केली आहे. खासगी सचिवांना आदेश आल्यानंतरदेखील ते मूळ विभागात केव्हाहीजोरिया काम करत राहिले तर त्यांच्यावर कारवाई होऊ शकते. या कायद्याचे पडसाद आज्याच मंत्रिमंडळ बैठकीत उमटू शकतात. त्यामुळे आता मुख्यमंत्री देवेंद्र फडणवीस काय भूमिका घेणार, याकडे सर्वांच्या नजरा लागल्या आहेत.: [722, 1687, 983, 1793]
